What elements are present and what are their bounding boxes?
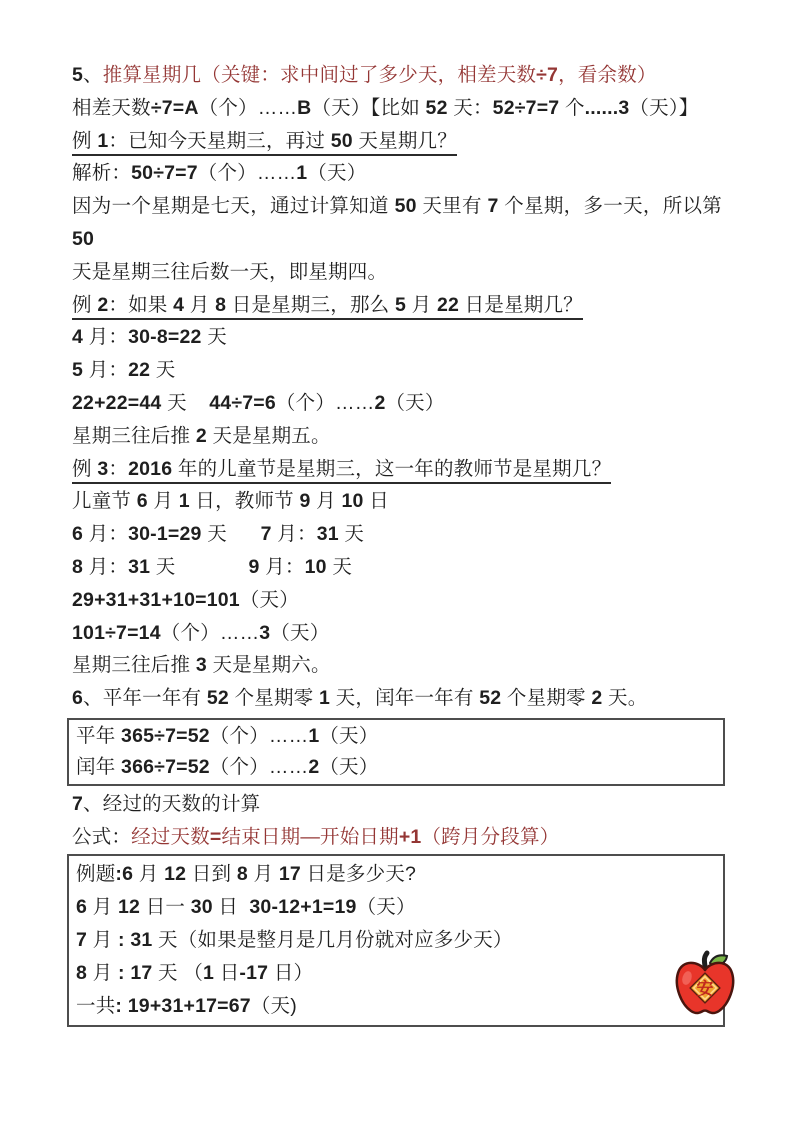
- june-segment-line: 6 月 12 日一 30 日 30-12+1=19（天）: [76, 895, 416, 918]
- example3-title-line: [72, 453, 722, 486]
- example3-title: 例 3：2016 年的儿童节是星期三，这一年的教师节是星期几？: [72, 458, 611, 484]
- year-weeks-box: [67, 718, 725, 786]
- example3-aug-sep-line: 8 月：31 天 9 月：10 天: [72, 555, 353, 578]
- example1-title: 例 1：已知今天星期三，再过 50 天星期几？: [72, 130, 457, 156]
- example3-sum-line: 29+31+31+10=101（天）: [72, 588, 299, 611]
- section6-heading: 6、平年一年有 52 个星期零 1 天，闰年一年有 52 个星期零 2 天。: [72, 687, 648, 710]
- august-segment-line: 8 月 : 17 天 （1 日-17 日）: [76, 961, 314, 984]
- example1-solution: 解析：50÷7=7（个）……1（天）: [72, 162, 367, 185]
- example2-title: 例 2：如果 4 月 8 日是星期三，那么 5 月 22 日是星期几？: [72, 294, 583, 320]
- section5-number: 5、: [72, 64, 103, 86]
- july-segment-line: 7 月 : 31 天（如果是整月是几月份就对应多少天）: [76, 928, 513, 951]
- formula-text: 经过天数=结束日期—开始日期+1（跨月分段算）: [131, 825, 560, 848]
- section7-number: 7、: [72, 792, 103, 815]
- example1-title-line: [72, 125, 722, 158]
- section5-rule-line: 相差天数÷7=A（个）……B（天）【比如 52 天：52÷7=7 个......3（天）】: [72, 96, 699, 119]
- example1-explanation-line1: 因为一个星期是七天，通过计算知道 50 天里有 7 个星期，多一天，所以第 50: [72, 195, 723, 250]
- example2-may-line: 5 月：22 天: [72, 359, 176, 382]
- example1-explanation-line2: 天是星期三往后数一天，即星期四。: [72, 260, 388, 283]
- common-year-line: 平年 365÷7=52（个）……1（天）: [76, 724, 379, 747]
- example2-april-line: 4 月：30-8=22 天: [72, 326, 227, 349]
- formula-label: 公式：: [72, 825, 132, 848]
- example3-dates-line: 儿童节 6 月 1 日，教师节 9 月 10 日: [72, 490, 389, 513]
- total-days-line: 一共: 19+31+17=67（天): [76, 994, 297, 1017]
- apple-watermark-icon: [672, 950, 738, 1020]
- formula-line: [72, 821, 722, 854]
- badge-character: 安: [696, 979, 714, 999]
- section7-heading: [72, 788, 722, 821]
- elapsed-days-example-box: [67, 854, 725, 1027]
- section5-heading: [72, 59, 722, 92]
- example2-title-line: [72, 289, 722, 322]
- example3-june-july-line: 6 月：30-1=29 天 7 月：31 天: [72, 523, 365, 546]
- section7-title: 经过的天数的计算: [102, 792, 261, 815]
- example-question-line: 例题:6 月 12 日到 8 月 17 日是多少天?: [76, 862, 417, 885]
- example3-answer-line: 星期三往后推 3 天是星期六。: [72, 654, 331, 677]
- leap-year-line: 闰年 366÷7=52（个）……2（天）: [76, 755, 379, 778]
- example2-calc-line: 22+22=44 天 44÷7=6（个）……2（天）: [72, 391, 445, 414]
- section5-title: 推算星期几（关键：求中间过了多少天，相差天数÷7，看余数）: [102, 64, 657, 86]
- apple-stem: [704, 953, 707, 966]
- example2-answer-line: 星期三往后推 2 天是星期五。: [72, 424, 331, 447]
- example3-div-line: 101÷7=14（个）……3（天）: [72, 621, 330, 644]
